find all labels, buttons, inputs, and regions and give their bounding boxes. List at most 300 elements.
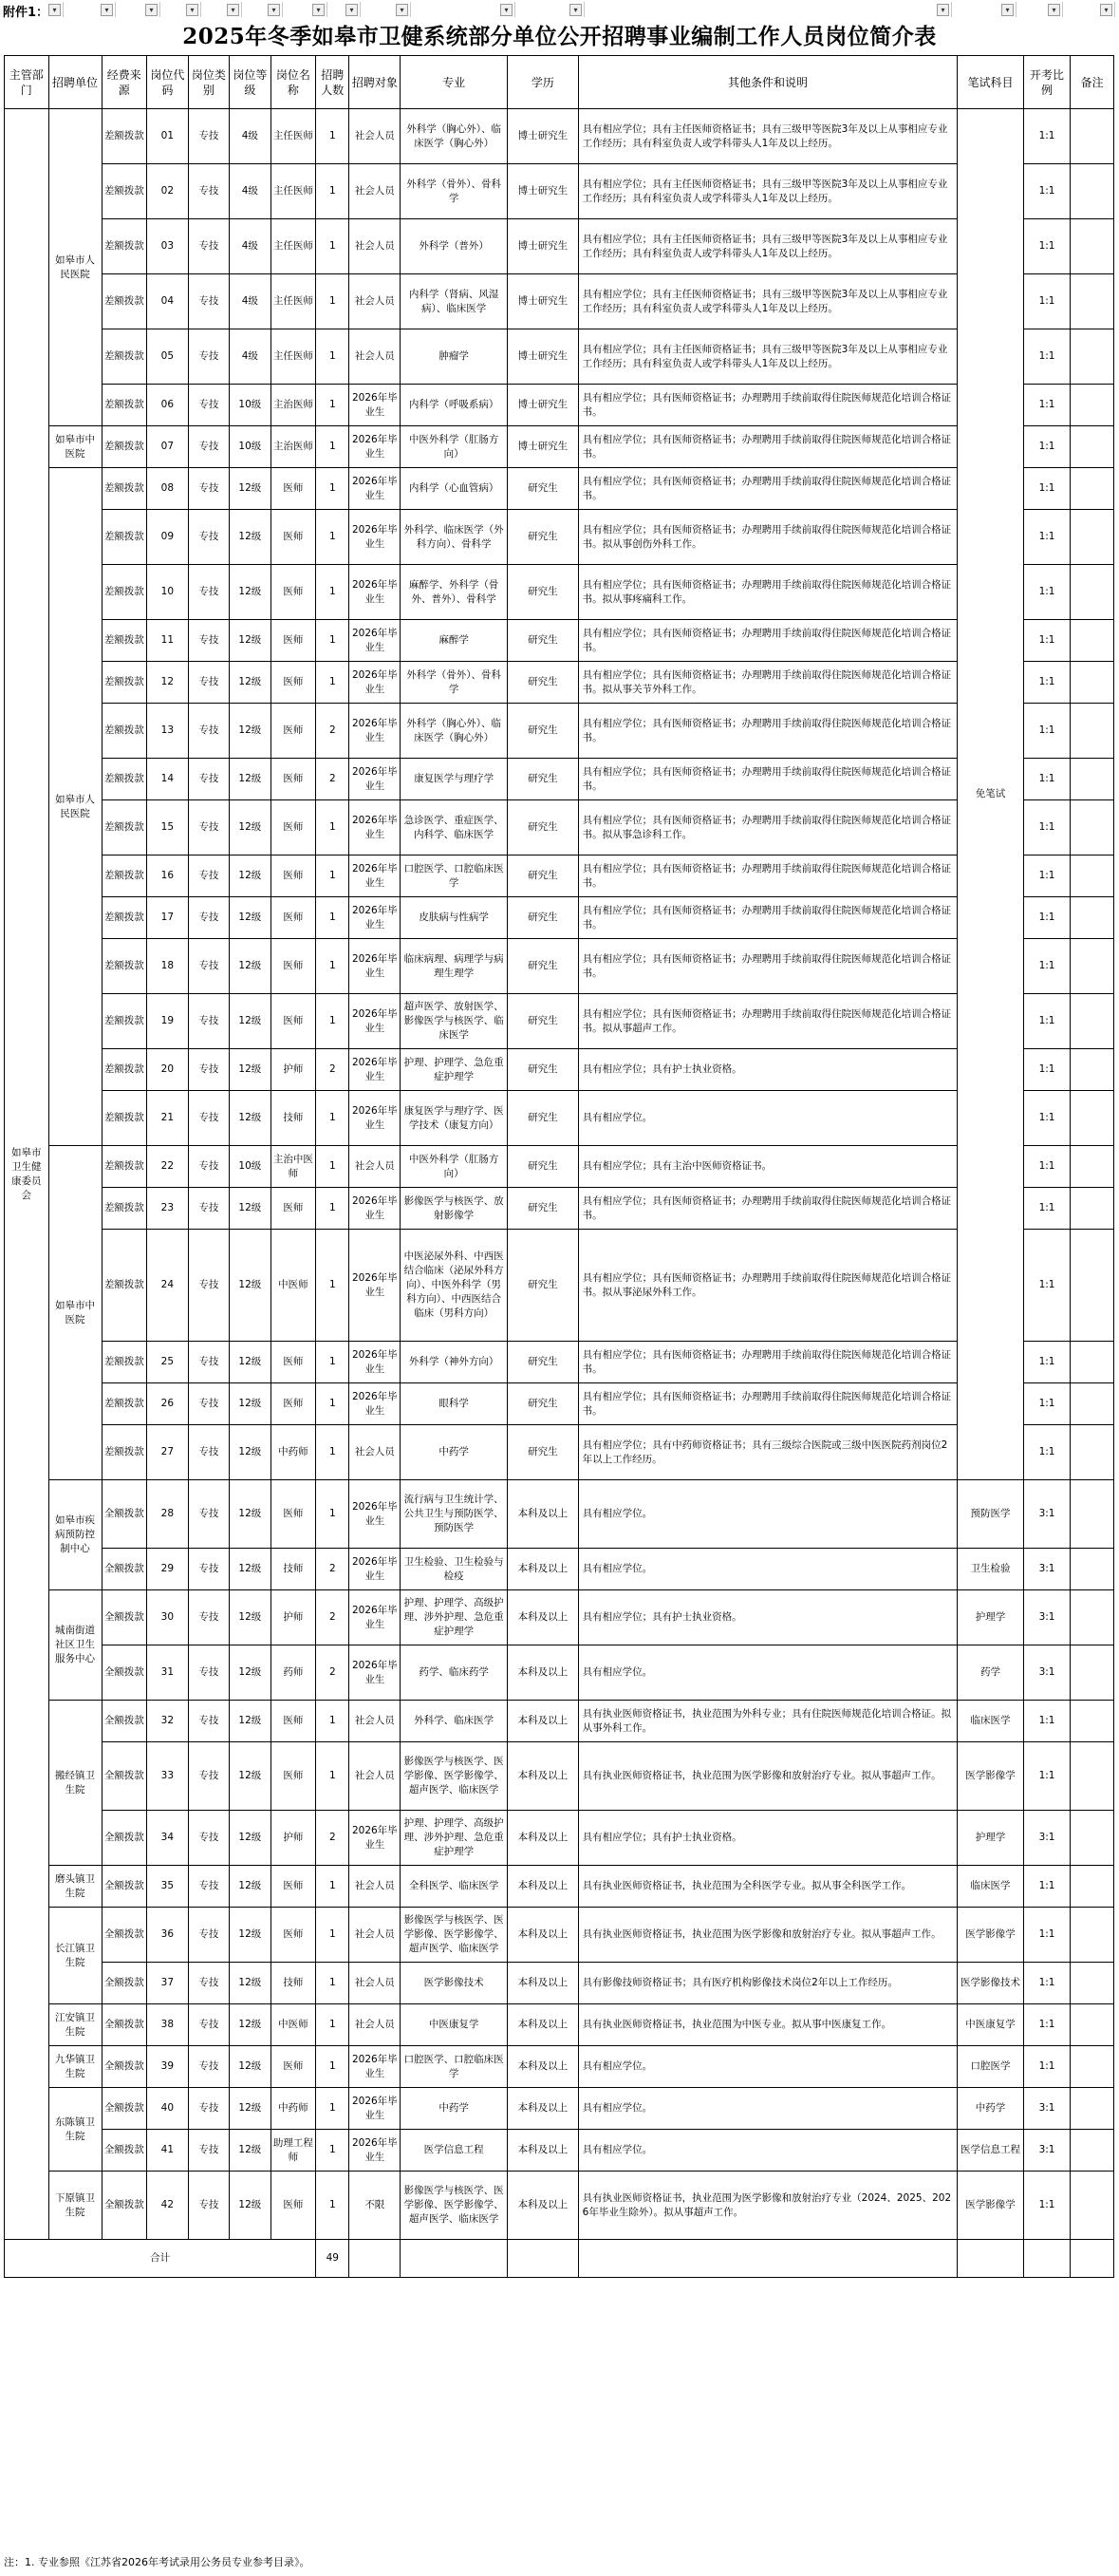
unit-cell: 如皋市中医院 [48,426,102,468]
remarks-cell [1071,1383,1114,1425]
type-cell: 专技 [188,2130,229,2172]
exam-subject-cell: 医学影像学 [958,2172,1023,2240]
fund-cell: 全额拨款 [102,2172,147,2240]
level-cell: 4级 [230,329,270,385]
headcount-cell: 1 [316,510,349,565]
level-cell: 12级 [230,2172,270,2240]
target-cell: 2026年毕业生 [349,662,401,704]
empty-cell [1023,2240,1071,2278]
requirements-cell: 具有执业医师资格证书，执业范围为医学影像和放射治疗专业。拟从事超声工作。 [578,1742,958,1811]
position-name-cell: 医师 [270,1480,316,1549]
position-name-cell: 医师 [270,468,316,510]
headcount-cell: 1 [316,274,349,329]
major-cell: 中医康复学 [401,2004,508,2046]
fund-cell: 差额拨款 [102,274,147,329]
filter-cell[interactable] [283,2,327,17]
remarks-cell [1071,329,1114,385]
headcount-cell: 1 [316,897,349,939]
headcount-cell: 2 [316,1049,349,1091]
code-cell: 18 [147,939,188,994]
requirements-cell: 具有相应学位；具有护士执业资格。 [578,1049,958,1091]
filter-cell[interactable] [116,2,160,17]
position-name-cell: 医师 [270,510,316,565]
headcount-cell: 2 [316,1590,349,1645]
filter-dropdown-icon[interactable]: ▾ [312,4,325,16]
remarks-cell [1071,2046,1114,2088]
filter-dropdown-icon[interactable]: ▾ [227,4,239,16]
requirements-cell: 具有相应学位。 [578,1091,958,1146]
target-cell: 2026年毕业生 [349,897,401,939]
type-cell: 专技 [188,565,229,620]
table-row [5,2004,1114,2046]
type-cell: 专技 [188,704,229,759]
exam-ratio-cell: 1:1 [1023,1342,1071,1383]
exam-ratio-cell: 1:1 [1023,565,1071,620]
level-cell: 4级 [230,109,270,164]
headcount-cell: 2 [316,759,349,800]
education-cell: 研究生 [508,1383,579,1425]
code-cell: 41 [147,2130,188,2172]
remarks-cell [1071,620,1114,662]
major-cell: 外科学（神外方向） [401,1342,508,1383]
exam-ratio-cell: 1:1 [1023,1866,1071,1908]
code-cell: 36 [147,1908,188,1963]
table-body [5,109,1114,2278]
headcount-cell: 1 [316,329,349,385]
education-cell: 本科及以上 [508,1480,579,1549]
remarks-cell [1071,1742,1114,1811]
level-cell: 12级 [230,1383,270,1425]
type-cell: 专技 [188,219,229,274]
remarks-cell [1071,1963,1114,2004]
position-name-cell: 医师 [270,1383,316,1425]
type-cell: 专技 [188,329,229,385]
position-name-cell: 医师 [270,1701,316,1742]
requirements-cell: 具有相应学位；具有中药师资格证书；具有三级综合医院或三级中医医院药剂岗位2年以上工作经历。 [578,1425,958,1480]
exam-ratio-cell: 1:1 [1023,704,1071,759]
target-cell: 2026年毕业生 [349,1590,401,1645]
requirements-cell: 具有相应学位。 [578,1480,958,1549]
column-header: 主管部门 [5,56,49,109]
headcount-cell: 1 [316,1963,349,2004]
column-header: 招聘人数 [316,56,349,109]
code-cell: 17 [147,897,188,939]
type-cell: 专技 [188,620,229,662]
total-headcount: 49 [316,2240,349,2278]
fund-cell: 差额拨款 [102,800,147,856]
requirements-cell: 具有相应学位；具有医师资格证书；办理聘用手续前取得住院医师规范化培训合格证书。 [578,759,958,800]
exam-ratio-cell: 1:1 [1023,2004,1071,2046]
unit-cell: 如皋市人民医院 [48,109,102,426]
remarks-cell [1071,1908,1114,1963]
remarks-cell [1071,164,1114,219]
column-header: 经费来源 [102,56,147,109]
type-cell: 专技 [188,1146,229,1188]
major-cell: 麻醉学 [401,620,508,662]
type-cell: 专技 [188,1866,229,1908]
filter-cell[interactable] [201,2,242,17]
requirements-cell: 具有相应学位；具有医师资格证书；办理聘用手续前取得住院医师规范化培训合格证书。 [578,1188,958,1230]
filter-cell[interactable] [515,2,585,17]
level-cell: 12级 [230,1230,270,1342]
code-cell: 09 [147,510,188,565]
code-cell: 04 [147,274,188,329]
exam-ratio-cell: 1:1 [1023,1091,1071,1146]
table-row [5,1342,1114,1383]
remarks-cell [1071,759,1114,800]
requirements-cell: 具有相应学位；具有医师资格证书；办理聘用手续前取得住院医师规范化培训合格证书。 [578,1383,958,1425]
table-row [5,510,1114,565]
position-name-cell: 技师 [270,1963,316,2004]
major-cell: 口腔医学、口腔临床医学 [401,856,508,897]
exam-ratio-cell: 3:1 [1023,2088,1071,2130]
fund-cell: 差额拨款 [102,565,147,620]
fund-cell: 差额拨款 [102,109,147,164]
table-row [5,1742,1114,1811]
position-name-cell: 主任医师 [270,164,316,219]
headcount-cell: 1 [316,164,349,219]
level-cell: 12级 [230,704,270,759]
table-row [5,1230,1114,1342]
type-cell: 专技 [188,856,229,897]
fund-cell: 差额拨款 [102,994,147,1049]
major-cell: 中医外科学（肛肠方向） [401,1146,508,1188]
table-row [5,1480,1114,1549]
filter-dropdown-icon[interactable]: ▾ [1100,4,1112,16]
table-row [5,939,1114,994]
exam-ratio-cell: 1:1 [1023,856,1071,897]
type-cell: 专技 [188,1549,229,1590]
remarks-cell [1071,1425,1114,1480]
headcount-cell: 1 [316,385,349,426]
requirements-cell: 具有相应学位；具有医师资格证书；办理聘用手续前取得住院医师规范化培训合格证书。拟从事关节外科工作。 [578,662,958,704]
exam-ratio-cell: 1:1 [1023,620,1071,662]
unit-cell: 江安镇卫生院 [48,2004,102,2046]
education-cell: 本科及以上 [508,2172,579,2240]
filter-dropdown-icon[interactable]: ▾ [937,4,949,16]
major-cell: 肿瘤学 [401,329,508,385]
position-name-cell: 医师 [270,1342,316,1383]
remarks-cell [1071,510,1114,565]
major-cell: 中药学 [401,2088,508,2130]
education-cell: 本科及以上 [508,1742,579,1811]
type-cell: 专技 [188,1701,229,1742]
education-cell: 研究生 [508,856,579,897]
education-cell: 本科及以上 [508,1549,579,1590]
education-cell: 博士研究生 [508,109,579,164]
education-cell: 本科及以上 [508,1590,579,1645]
code-cell: 38 [147,2004,188,2046]
position-name-cell: 中药师 [270,1425,316,1480]
target-cell: 2026年毕业生 [349,994,401,1049]
filter-dropdown-icon[interactable]: ▾ [1048,4,1060,16]
filter-dropdown-icon[interactable]: ▾ [569,4,582,16]
column-header: 岗位名称 [270,56,316,109]
type-cell: 专技 [188,1645,229,1701]
exam-ratio-cell: 1:1 [1023,994,1071,1049]
target-cell: 社会人员 [349,2004,401,2046]
type-cell: 专技 [188,109,229,164]
filter-dropdown-icon[interactable]: ▾ [101,4,113,16]
target-cell: 社会人员 [349,1908,401,1963]
code-cell: 15 [147,800,188,856]
requirements-cell: 具有执业医师资格证书，执业范围为医学影像和放射治疗专业（2024、2025、2026年毕业生除外）。拟从事超声工作。 [578,2172,958,2240]
filter-cell[interactable] [327,2,361,17]
requirements-cell: 具有相应学位；具有主任医师资格证书；具有三级甲等医院3年及以上从事相应专业工作经历；具有科室负责人或学科带头人1年及以上经历。 [578,274,958,329]
major-cell: 康复医学与理疗学 [401,759,508,800]
unit-cell: 长江镇卫生院 [48,1908,102,2004]
filter-cell[interactable] [952,2,1016,17]
headcount-cell: 1 [316,1701,349,1742]
level-cell: 12级 [230,468,270,510]
type-cell: 专技 [188,939,229,994]
target-cell: 2026年毕业生 [349,1188,401,1230]
target-cell: 社会人员 [349,1425,401,1480]
target-cell: 社会人员 [349,1146,401,1188]
exam-ratio-cell: 1:1 [1023,1230,1071,1342]
level-cell: 12级 [230,565,270,620]
requirements-cell: 具有相应学位；具有医师资格证书；办理聘用手续前取得住院医师规范化培训合格证书。 [578,620,958,662]
filter-dropdown-icon[interactable]: ▾ [48,4,61,16]
remarks-cell [1071,897,1114,939]
major-cell: 影像医学与核医学、医学影像、医学影像学、超声医学、临床医学 [401,1908,508,1963]
table-row [5,1146,1114,1188]
filter-cell[interactable] [585,2,952,17]
table-row [5,620,1114,662]
target-cell: 2026年毕业生 [349,1230,401,1342]
type-cell: 专技 [188,2172,229,2240]
code-cell: 20 [147,1049,188,1091]
column-header: 笔试科目 [958,56,1023,109]
code-cell: 07 [147,426,188,468]
major-cell: 外科学（普外） [401,219,508,274]
education-cell: 研究生 [508,468,579,510]
filter-cell[interactable] [361,2,411,17]
target-cell: 社会人员 [349,219,401,274]
headcount-cell: 1 [316,1188,349,1230]
education-cell: 研究生 [508,704,579,759]
position-name-cell: 医师 [270,1188,316,1230]
empty-cell [578,2240,958,2278]
filter-dropdown-icon[interactable]: ▾ [500,4,513,16]
target-cell: 2026年毕业生 [349,2046,401,2088]
table-row [5,662,1114,704]
table-header [5,56,1114,109]
target-cell: 2026年毕业生 [349,704,401,759]
position-name-cell: 医师 [270,704,316,759]
type-cell: 专技 [188,1811,229,1866]
position-name-cell: 主任医师 [270,329,316,385]
filter-cell[interactable] [1016,2,1063,17]
code-cell: 19 [147,994,188,1049]
position-name-cell: 医师 [270,565,316,620]
type-cell: 专技 [188,2088,229,2130]
exam-ratio-cell: 1:1 [1023,109,1071,164]
education-cell: 研究生 [508,1091,579,1146]
level-cell: 12级 [230,620,270,662]
exam-ratio-cell: 1:1 [1023,759,1071,800]
position-name-cell: 中药师 [270,2088,316,2130]
requirements-cell: 具有相应学位；具有主任医师资格证书；具有三级甲等医院3年及以上从事相应专业工作经历；具有科室负责人或学科带头人1年及以上经历。 [578,219,958,274]
filter-cell[interactable] [64,2,116,17]
education-cell: 研究生 [508,759,579,800]
major-cell: 流行病与卫生统计学、公共卫生与预防医学、预防医学 [401,1480,508,1549]
fund-cell: 全额拨款 [102,2088,147,2130]
major-cell: 医学影像技术 [401,1963,508,2004]
exam-ratio-cell: 1:1 [1023,1742,1071,1811]
unit-cell: 磨头镇卫生院 [48,1866,102,1908]
major-cell: 护理、护理学、高级护理、涉外护理、急危重症护理学 [401,1811,508,1866]
requirements-cell: 具有相应学位；具有医师资格证书；办理聘用手续前取得住院医师规范化培训合格证书。拟从事超声工作。 [578,994,958,1049]
filter-dropdown-icon[interactable]: ▾ [186,4,198,16]
exam-ratio-cell: 3:1 [1023,1590,1071,1645]
position-name-cell: 医师 [270,1866,316,1908]
requirements-cell: 具有相应学位；具有医师资格证书；办理聘用手续前取得住院医师规范化培训合格证书。 [578,897,958,939]
table-row [5,1645,1114,1701]
requirements-cell: 具有相应学位；具有护士执业资格。 [578,1811,958,1866]
requirements-cell: 具有相应学位；具有医师资格证书；办理聘用手续前取得住院医师规范化培训合格证书。 [578,704,958,759]
target-cell: 2026年毕业生 [349,759,401,800]
headcount-cell: 1 [316,1425,349,1480]
exam-subject-cell: 医学影像学 [958,1908,1023,1963]
remarks-cell [1071,2004,1114,2046]
total-row [5,2240,1114,2278]
table-row [5,2046,1114,2088]
exam-subject-cell: 临床医学 [958,1866,1023,1908]
code-cell: 37 [147,1963,188,2004]
education-cell: 本科及以上 [508,1645,579,1701]
remarks-cell [1071,468,1114,510]
filter-dropdown-icon[interactable]: ▾ [345,4,358,16]
headcount-cell: 1 [316,109,349,164]
unit-cell: 如皋市中医院 [48,1146,102,1480]
table-row [5,800,1114,856]
level-cell: 12级 [230,856,270,897]
type-cell: 专技 [188,1383,229,1425]
requirements-cell: 具有相应学位。 [578,1549,958,1590]
code-cell: 28 [147,1480,188,1549]
code-cell: 21 [147,1091,188,1146]
level-cell: 12级 [230,1480,270,1549]
exam-ratio-cell: 1:1 [1023,1383,1071,1425]
code-cell: 24 [147,1230,188,1342]
target-cell: 2026年毕业生 [349,1049,401,1091]
filter-cell[interactable] [0,2,64,17]
position-name-cell: 技师 [270,1091,316,1146]
code-cell: 12 [147,662,188,704]
code-cell: 16 [147,856,188,897]
page-title: 2025年冬季如皋市卫健系统部分单位公开招聘事业编制工作人员岗位简介表 [182,24,937,49]
position-name-cell: 医师 [270,897,316,939]
unit-cell: 九华镇卫生院 [48,2046,102,2088]
type-cell: 专技 [188,1963,229,2004]
level-cell: 10级 [230,1146,270,1188]
code-cell: 05 [147,329,188,385]
remarks-cell [1071,1811,1114,1866]
remarks-cell [1071,1480,1114,1549]
type-cell: 专技 [188,662,229,704]
fund-cell: 差额拨款 [102,219,147,274]
major-cell: 护理、护理学、急危重症护理学 [401,1049,508,1091]
level-cell: 12级 [230,2046,270,2088]
target-cell: 2026年毕业生 [349,1091,401,1146]
education-cell: 本科及以上 [508,2004,579,2046]
fund-cell: 全额拨款 [102,2004,147,2046]
major-cell: 皮肤病与性病学 [401,897,508,939]
position-name-cell: 护师 [270,1811,316,1866]
level-cell: 12级 [230,1645,270,1701]
education-cell: 本科及以上 [508,2088,579,2130]
level-cell: 12级 [230,1590,270,1645]
table-row [5,1188,1114,1230]
type-cell: 专技 [188,1049,229,1091]
position-name-cell: 医师 [270,759,316,800]
level-cell: 4级 [230,219,270,274]
type-cell: 专技 [188,1908,229,1963]
code-cell: 13 [147,704,188,759]
filter-cell[interactable] [160,2,201,17]
requirements-cell: 具有影像技师资格证书；具有医疗机构影像技术岗位2年以上工作经历。 [578,1963,958,2004]
target-cell: 2026年毕业生 [349,1342,401,1383]
level-cell: 12级 [230,994,270,1049]
table-row [5,2130,1114,2172]
headcount-cell: 1 [316,468,349,510]
type-cell: 专技 [188,1091,229,1146]
empty-cell [958,2240,1023,2278]
filter-dropdown-icon[interactable]: ▾ [396,4,408,16]
headcount-cell: 1 [316,856,349,897]
code-cell: 06 [147,385,188,426]
column-header: 招聘对象 [349,56,401,109]
type-cell: 专技 [188,800,229,856]
remarks-cell [1071,2130,1114,2172]
requirements-cell: 具有相应学位；具有医师资格证书；办理聘用手续前取得住院医师规范化培训合格证书。 [578,468,958,510]
filter-dropdown-icon[interactable]: ▾ [145,4,158,16]
filter-dropdown-icon[interactable]: ▾ [268,4,280,16]
filter-cell[interactable] [242,2,283,17]
headcount-cell: 1 [316,800,349,856]
education-cell: 研究生 [508,1049,579,1091]
type-cell: 专技 [188,994,229,1049]
position-name-cell: 主治中医师 [270,1146,316,1188]
filter-cell[interactable] [1063,2,1115,17]
position-name-cell: 主任医师 [270,274,316,329]
level-cell: 12级 [230,1342,270,1383]
table-row [5,164,1114,219]
filter-dropdown-icon[interactable]: ▾ [1001,4,1014,16]
target-cell: 2026年毕业生 [349,2130,401,2172]
education-cell: 博士研究生 [508,426,579,468]
requirements-cell: 具有相应学位；具有主任医师资格证书；具有三级甲等医院3年及以上从事相应专业工作经历；具有科室负责人或学科带头人1年及以上经历。 [578,164,958,219]
positions-table [4,55,1114,2278]
position-name-cell: 医师 [270,620,316,662]
code-cell: 03 [147,219,188,274]
filter-cell[interactable] [411,2,515,17]
remarks-cell [1071,1590,1114,1645]
headcount-cell: 1 [316,1146,349,1188]
table-row [5,1091,1114,1146]
code-cell: 30 [147,1590,188,1645]
headcount-cell: 2 [316,704,349,759]
code-cell: 33 [147,1742,188,1811]
headcount-cell: 1 [316,620,349,662]
target-cell: 2026年毕业生 [349,800,401,856]
unit-cell: 搬经镇卫生院 [48,1701,102,1866]
exam-ratio-cell: 1:1 [1023,219,1071,274]
education-cell: 研究生 [508,662,579,704]
fund-cell: 差额拨款 [102,1425,147,1480]
headcount-cell: 1 [316,2130,349,2172]
